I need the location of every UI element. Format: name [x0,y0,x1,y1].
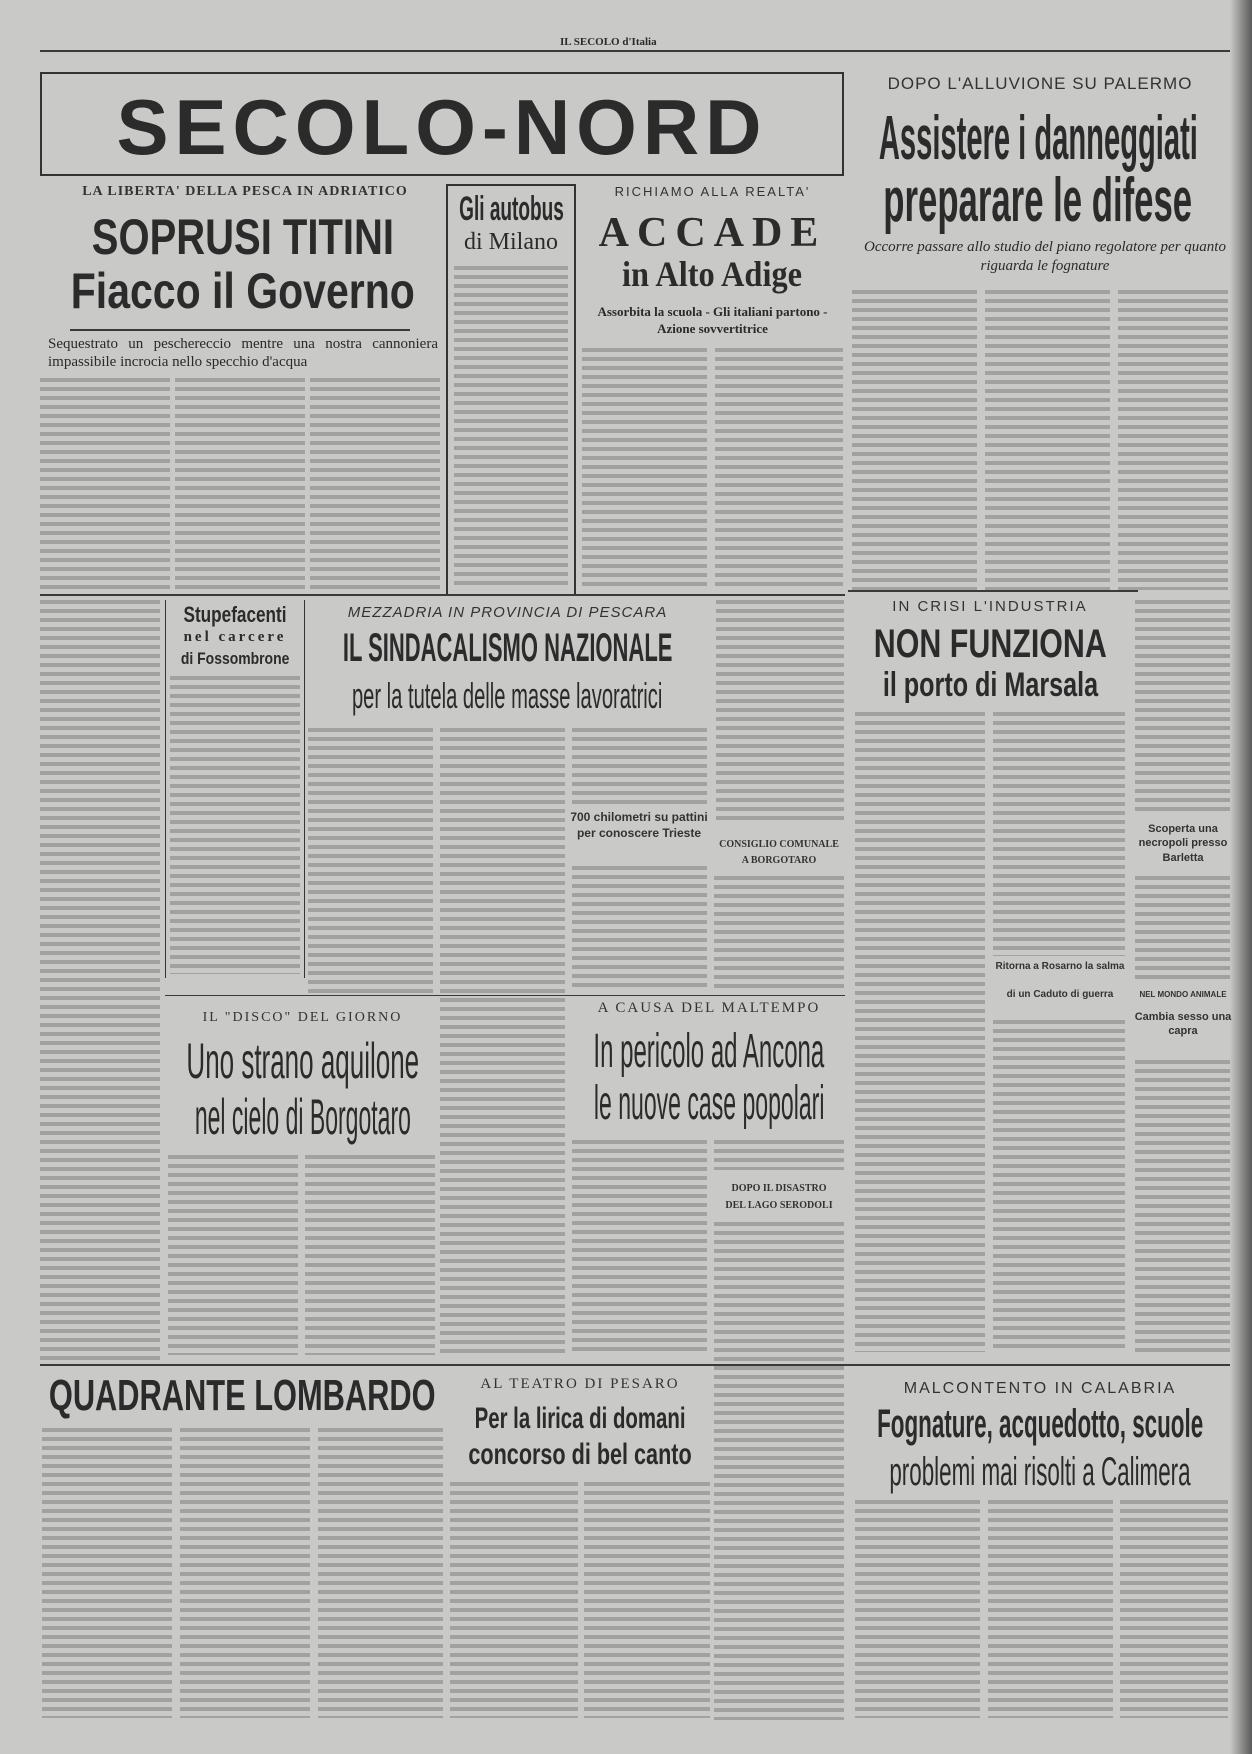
palermo-subhead: Occorre passare allo studio del piano regolatore per quanto riguarda le fognature [864,239,1226,274]
lombardo-headline-wrap [40,1371,445,1420]
autobus-headline-1: Gli autobus [458,190,564,228]
divider [40,1364,1230,1366]
stupefacenti-headline-2: nel carcere [183,629,287,645]
autobus-headline-2: di Milano [464,229,558,255]
marsala-kicker: IN CRISI L'INDUSTRIA [892,598,1088,615]
maltempo-kicker: A CAUSA DEL MALTEMPO [597,1000,821,1016]
pesaro-headline-2-wrap [448,1440,712,1470]
capra-kicker: NEL MONDO ANIMALE [1139,990,1227,999]
consiglio-headline-1: CONSIGLIO COMUNALE [719,839,839,850]
mezzadria-body-col-3 [572,728,707,804]
lombardo-body-col-1 [42,1428,172,1718]
pesaro-body-col-2 [584,1482,710,1718]
alto-adige-headline-1: ACCADE [598,210,827,256]
calabria-headline-1-wrap [850,1404,1230,1444]
alto-adige-body-col-2 [715,348,843,590]
maltempo-headline-1: In pericolo ad Ancona [593,1025,825,1078]
maltempo-headline-1-wrap [570,1025,848,1078]
disco-kicker: IL "DISCO" DEL GIORNO [202,1010,403,1025]
pesca-kicker: LA LIBERTA' DELLA PESCA IN ADRIATICO [82,184,408,199]
pesaro-kicker: AL TEATRO DI PESARO [480,1376,680,1392]
necropoli-body [1135,876,1230,984]
alto-adige-kicker: RICHIAMO ALLA REALTA' [614,184,811,199]
left-column-body [40,600,160,1360]
marsala-body-col-2 [993,712,1125,956]
consiglio-body [714,876,844,992]
capra-headline: Cambia sesso una capra [1134,1011,1232,1038]
mezzadria-body-col-4 [716,600,844,825]
page-edge-shadow [1230,0,1252,1754]
mezzadria-headline-2-wrap [305,675,710,716]
calabria-body-col-2 [988,1500,1113,1718]
disco-headline-1-wrap [165,1033,440,1089]
calabria-kicker: MALCONTENTO IN CALABRIA [903,1380,1177,1397]
marsala-body-col-1 [855,712,985,1352]
rosarno-headline-2: di un Caduto di guerra [1006,989,1114,1000]
paper-name: IL SECOLO d'Italia [560,36,657,48]
alto-adige-headline-2: in Alto Adige [622,254,803,294]
pesca-subhead: Sequestrato un peschereccio mentre una nostra cannoniera impassibile incrocia nello specchio d'acqua [48,336,438,370]
maltempo-body-col-1 [572,1140,707,1355]
autobus-headline-1-wrap [448,192,574,226]
alto-adige-headline-2-wrap [580,256,845,292]
stupefacenti-box [165,600,305,978]
maltempo-headline-2: le nuove case popolari [593,1077,825,1130]
alto-adige-subhead: Assorbita la scuola - Gli italiani partono - Azione sovvertitrice [597,304,828,336]
alto-adige-body-col-1 [582,348,707,590]
pesca-body-col-2 [175,378,305,590]
stupefacenti-headline-1-wrap [166,604,304,626]
mezzadria-kicker: MEZZADRIA IN PROVINCIA DI PESCARA [347,604,668,621]
palermo-headline-1-wrap [846,104,1230,173]
disco-headline-1: Uno strano aquilone [186,1033,419,1089]
palermo-headline-2-wrap [846,166,1230,235]
palermo-body-col-1 [852,290,977,590]
capra-body [1135,1060,1230,1352]
right-column-body [1135,600,1230,815]
calabria-headline-1: Fognature, acquedotto, scuole [876,1402,1204,1446]
pesaro-headline-2: concorso di bel canto [468,1438,692,1471]
pattini-headline: 700 chilometri su pattini per conoscere Trieste [570,810,708,840]
palermo-kicker: DOPO L'ALLUVIONE SU PALERMO [887,74,1193,93]
maltempo-headline-2-wrap [570,1077,848,1130]
section-title-box [40,72,844,176]
palermo-body-col-3 [1118,290,1228,590]
marsala-headline-2: il porto di Marsala [882,666,1098,704]
stupefacenti-headline-1: Stupefacenti [183,602,287,627]
calabria-headline-2-wrap [850,1452,1230,1492]
rosarno-headline-1: Ritorna a Rosarno la salma [995,961,1125,972]
disco-headline-2: nel cielo di Borgotaro [194,1089,411,1145]
marsala-headline-2-wrap [850,668,1130,702]
marsala-headline-1-wrap [850,624,1130,664]
palermo-headline-2: preparare le difese [883,166,1193,235]
mezzadria-body-col-2 [440,728,565,1358]
lombardo-headline: QUADRANTE LOMBARDO [49,1371,436,1420]
maltempo-body-col-2 [714,1140,844,1170]
stupefacenti-body [170,676,300,974]
marsala-headline-1: NON FUNZIONA [873,622,1107,666]
mezzadria-headline-2: per la tutela delle masse lavoratrici [352,675,663,716]
pesaro-headline-1-wrap [448,1404,712,1434]
masthead-rule [40,50,1230,52]
pesaro-headline-1: Per la lirica di domani [474,1402,686,1435]
calabria-headline-2: problemi mai risolti a Calimera [889,1450,1191,1494]
disco-body-col-2 [305,1155,435,1355]
divider [70,329,410,331]
calabria-body-col-1 [855,1500,980,1718]
lombardo-body-col-2 [180,1428,310,1718]
palermo-headline-1: Assistere i danneggiati [878,104,1198,173]
consiglio-headline-2: A BORGOTARO [741,855,817,866]
lombardo-body-col-3 [318,1428,443,1718]
mezzadria-body-col-1 [308,728,433,998]
calabria-body-col-3 [1120,1500,1228,1718]
autobus-box [446,184,576,596]
disco-body-col-1 [168,1155,298,1355]
autobus-body [454,266,568,588]
mezzadria-headline-1: IL SINDACALISMO NAZIONALE [342,626,673,670]
pesca-body-col-3 [310,378,440,590]
serodoli-headline-1: DOPO IL DISASTRO [731,1183,827,1194]
divider [40,594,845,596]
disco-headline-2-wrap [165,1089,440,1145]
pesca-body-col-1 [40,378,170,590]
necropoli-headline: Scoperta una necropoli presso Barletta [1138,823,1228,864]
stupefacenti-headline-3: di Fossombrone [180,649,290,668]
palermo-body-col-2 [985,290,1110,590]
divider [848,590,1138,592]
pesca-headline-2: Fiacco il Governo [70,263,415,319]
divider [165,995,845,996]
serodoli-headline-2: DEL LAGO SERODOLI [725,1200,833,1211]
pesca-headline-1: SOPRUSI TITINI [91,209,394,265]
rosarno-body [993,1020,1125,1352]
stupefacenti-headline-3-wrap [166,650,304,667]
pesaro-body-col-1 [450,1482,578,1718]
serodoli-body [714,1222,844,1720]
section-title: SECOLO-NORD [116,83,768,171]
mezzadria-headline-1-wrap [305,628,710,668]
pattini-body [572,866,707,992]
